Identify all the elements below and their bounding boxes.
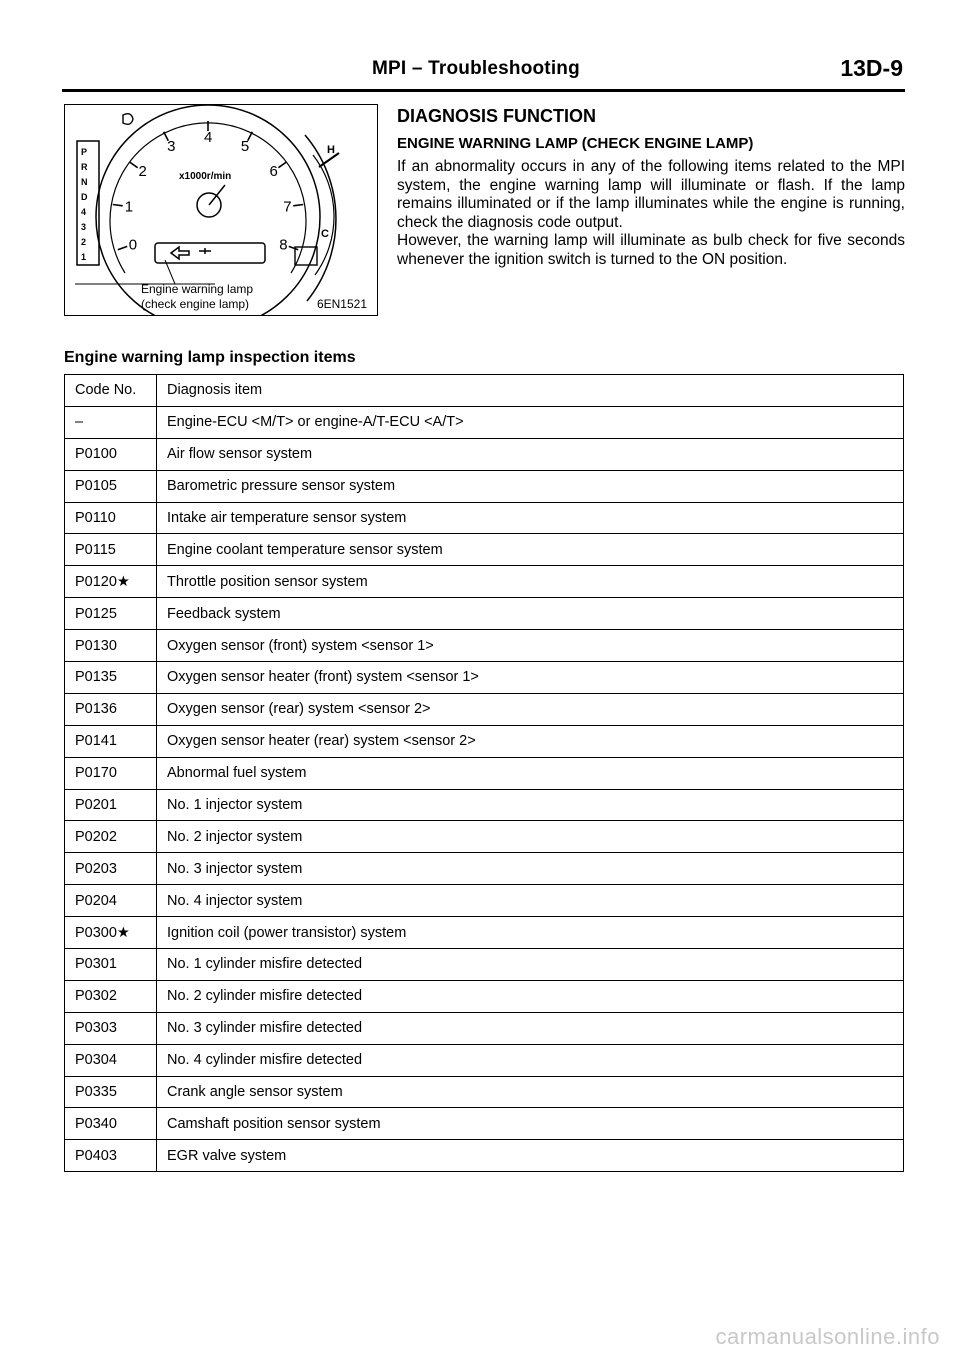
diagnosis-item-cell: Ignition coil (power transistor) system xyxy=(157,917,904,949)
gear-indicator-label: D xyxy=(81,192,88,202)
table-row xyxy=(65,757,904,789)
table-row xyxy=(65,1012,904,1044)
gear-indicator-label: 4 xyxy=(81,207,87,217)
table-row xyxy=(65,725,904,757)
tach-tick xyxy=(113,205,123,206)
callout-line-1: Engine warning lamp xyxy=(141,282,254,296)
diagnosis-item-cell: Air flow sensor system xyxy=(157,438,904,470)
table-row xyxy=(65,438,904,470)
diagnosis-item-cell: Crank angle sensor system xyxy=(157,1076,904,1108)
diagnosis-item-cell: Throttle position sensor system xyxy=(157,566,904,598)
code-cell: P0120★ xyxy=(65,566,157,598)
tach-needle xyxy=(209,185,225,205)
diagnosis-item-cell: No. 2 cylinder misfire detected xyxy=(157,980,904,1012)
diagnosis-section xyxy=(397,106,905,269)
code-cell: P0203 xyxy=(65,853,157,885)
table-row xyxy=(65,1140,904,1172)
code-cell: P0204 xyxy=(65,885,157,917)
diagnosis-item-cell: No. 1 cylinder misfire detected xyxy=(157,949,904,981)
headlight-icon xyxy=(123,114,133,125)
table-row xyxy=(65,917,904,949)
table-row xyxy=(65,406,904,438)
diagnosis-item-cell: No. 1 injector system xyxy=(157,789,904,821)
tach-number: 8 xyxy=(279,236,288,254)
tach-number: 5 xyxy=(240,138,250,155)
table-row xyxy=(65,630,904,662)
gear-indicator-label: 2 xyxy=(81,237,87,247)
header-rule xyxy=(62,89,905,92)
tach-tick xyxy=(293,205,303,206)
diagnosis-paragraph-2: However, the warning lamp will illuminate as bulb check for five seconds whenever the ignition switch is turned to the ON position. xyxy=(397,232,905,268)
code-cell: P0304 xyxy=(65,1044,157,1076)
gear-indicator-label: R xyxy=(81,162,88,172)
tach-number: 1 xyxy=(124,198,134,216)
diagnosis-item-cell: Intake air temperature sensor system xyxy=(157,502,904,534)
tach-number: 3 xyxy=(167,138,176,155)
code-cell: P0125 xyxy=(65,598,157,630)
diagnosis-item-cell: Feedback system xyxy=(157,598,904,630)
diagnosis-item-cell: No. 3 injector system xyxy=(157,853,904,885)
figure-callout xyxy=(141,282,253,312)
table-row xyxy=(65,566,904,598)
diagnosis-item-cell: Oxygen sensor heater (front) system <sensor 1> xyxy=(157,662,904,694)
code-cell: P0130 xyxy=(65,630,157,662)
code-cell: P0301 xyxy=(65,949,157,981)
table-row xyxy=(65,980,904,1012)
diagnosis-item-cell: No. 3 cylinder misfire detected xyxy=(157,1012,904,1044)
diagnosis-paragraph-1: If an abnormality occurs in any of the following items related to the MPI system, the engine warning lamp will illuminate or flash. If the lamp remains illuminated or if the lamp illuminates while the engine is running, check the diagnosis code output. xyxy=(397,158,905,231)
table-row xyxy=(65,662,904,694)
diagnosis-item-cell: Abnormal fuel system xyxy=(157,757,904,789)
tach-number: 6 xyxy=(269,163,278,181)
diagnosis-item-cell: No. 2 injector system xyxy=(157,821,904,853)
temp-hot-mark: H xyxy=(327,144,335,156)
diagnosis-item-cell: Oxygen sensor heater (rear) system <sensor 2> xyxy=(157,725,904,757)
diagnosis-item-cell: Engine-ECU <M/T> or engine-A/T-ECU <A/T> xyxy=(157,406,904,438)
table-row xyxy=(65,1044,904,1076)
table-row xyxy=(65,1108,904,1140)
gear-indicator-label: 3 xyxy=(81,222,87,232)
tach-number: 4 xyxy=(204,129,213,146)
table-row xyxy=(65,949,904,981)
table-row xyxy=(65,502,904,534)
tach-number: 2 xyxy=(138,163,147,181)
code-cell: P0100 xyxy=(65,438,157,470)
table-row xyxy=(65,821,904,853)
speed-unit-label: x1000r/min xyxy=(179,171,232,182)
header-code-no: Code No. xyxy=(65,375,157,407)
table-row xyxy=(65,470,904,502)
page-number: 13D-9 xyxy=(840,55,903,81)
tach-tick xyxy=(129,162,137,168)
code-cell: P0403 xyxy=(65,1140,157,1172)
tach-number: 0 xyxy=(128,236,138,254)
subsection-title: ENGINE WARNING LAMP (CHECK ENGINE LAMP) xyxy=(397,135,754,152)
figure-code: 6EN1521 xyxy=(316,297,367,311)
engine-symbol-icon xyxy=(199,248,211,254)
instrument-cluster-figure xyxy=(64,104,378,316)
check-engine-icon xyxy=(171,247,189,259)
code-cell: P0110 xyxy=(65,502,157,534)
code-cell: P0300★ xyxy=(65,917,157,949)
code-cell: P0136 xyxy=(65,693,157,725)
tach-tick xyxy=(118,246,127,249)
diagnosis-item-cell: Engine coolant temperature sensor system xyxy=(157,534,904,566)
diagnosis-item-cell: EGR valve system xyxy=(157,1140,904,1172)
diagnosis-item-cell: Barometric pressure sensor system xyxy=(157,470,904,502)
code-cell: P0202 xyxy=(65,821,157,853)
diagnosis-item-cell: No. 4 cylinder misfire detected xyxy=(157,1044,904,1076)
diagnosis-item-cell: Oxygen sensor (front) system <sensor 1> xyxy=(157,630,904,662)
code-cell: – xyxy=(65,406,157,438)
table-row xyxy=(65,693,904,725)
table-row xyxy=(65,1076,904,1108)
table-row xyxy=(65,885,904,917)
table-caption: Engine warning lamp inspection items xyxy=(64,349,356,366)
table-row xyxy=(65,598,904,630)
tach-number: 7 xyxy=(283,198,292,216)
code-cell: P0302 xyxy=(65,980,157,1012)
callout-line-2: (check engine lamp) xyxy=(141,297,250,311)
code-cell: P0201 xyxy=(65,789,157,821)
table-row xyxy=(65,853,904,885)
code-cell: P0170 xyxy=(65,757,157,789)
gear-indicator-label: N xyxy=(81,177,88,187)
tach-tick xyxy=(278,162,286,168)
code-cell: P0340 xyxy=(65,1108,157,1140)
diagnosis-item-cell: No. 4 injector system xyxy=(157,885,904,917)
gear-indicator-label: P xyxy=(81,147,88,157)
code-cell: P0115 xyxy=(65,534,157,566)
table-row xyxy=(65,534,904,566)
code-cell: P0141 xyxy=(65,725,157,757)
temp-cold-mark: C xyxy=(321,228,329,240)
code-cell: P0105 xyxy=(65,470,157,502)
code-cell: P0335 xyxy=(65,1076,157,1108)
page-header-title: MPI – Troubleshooting xyxy=(372,58,580,79)
watermark: carmanualsonline.info xyxy=(715,1324,940,1349)
table-row xyxy=(65,789,904,821)
diagnosis-item-cell: Camshaft position sensor system xyxy=(157,1108,904,1140)
table-header-row xyxy=(65,375,904,407)
gear-indicator-label: 1 xyxy=(81,252,87,262)
header-diagnosis-item: Diagnosis item xyxy=(157,375,904,407)
section-title: DIAGNOSIS FUNCTION xyxy=(397,106,597,126)
code-cell: P0303 xyxy=(65,1012,157,1044)
diagnosis-item-cell: Oxygen sensor (rear) system <sensor 2> xyxy=(157,693,904,725)
inspection-items-table xyxy=(64,374,904,1172)
code-cell: P0135 xyxy=(65,662,157,694)
